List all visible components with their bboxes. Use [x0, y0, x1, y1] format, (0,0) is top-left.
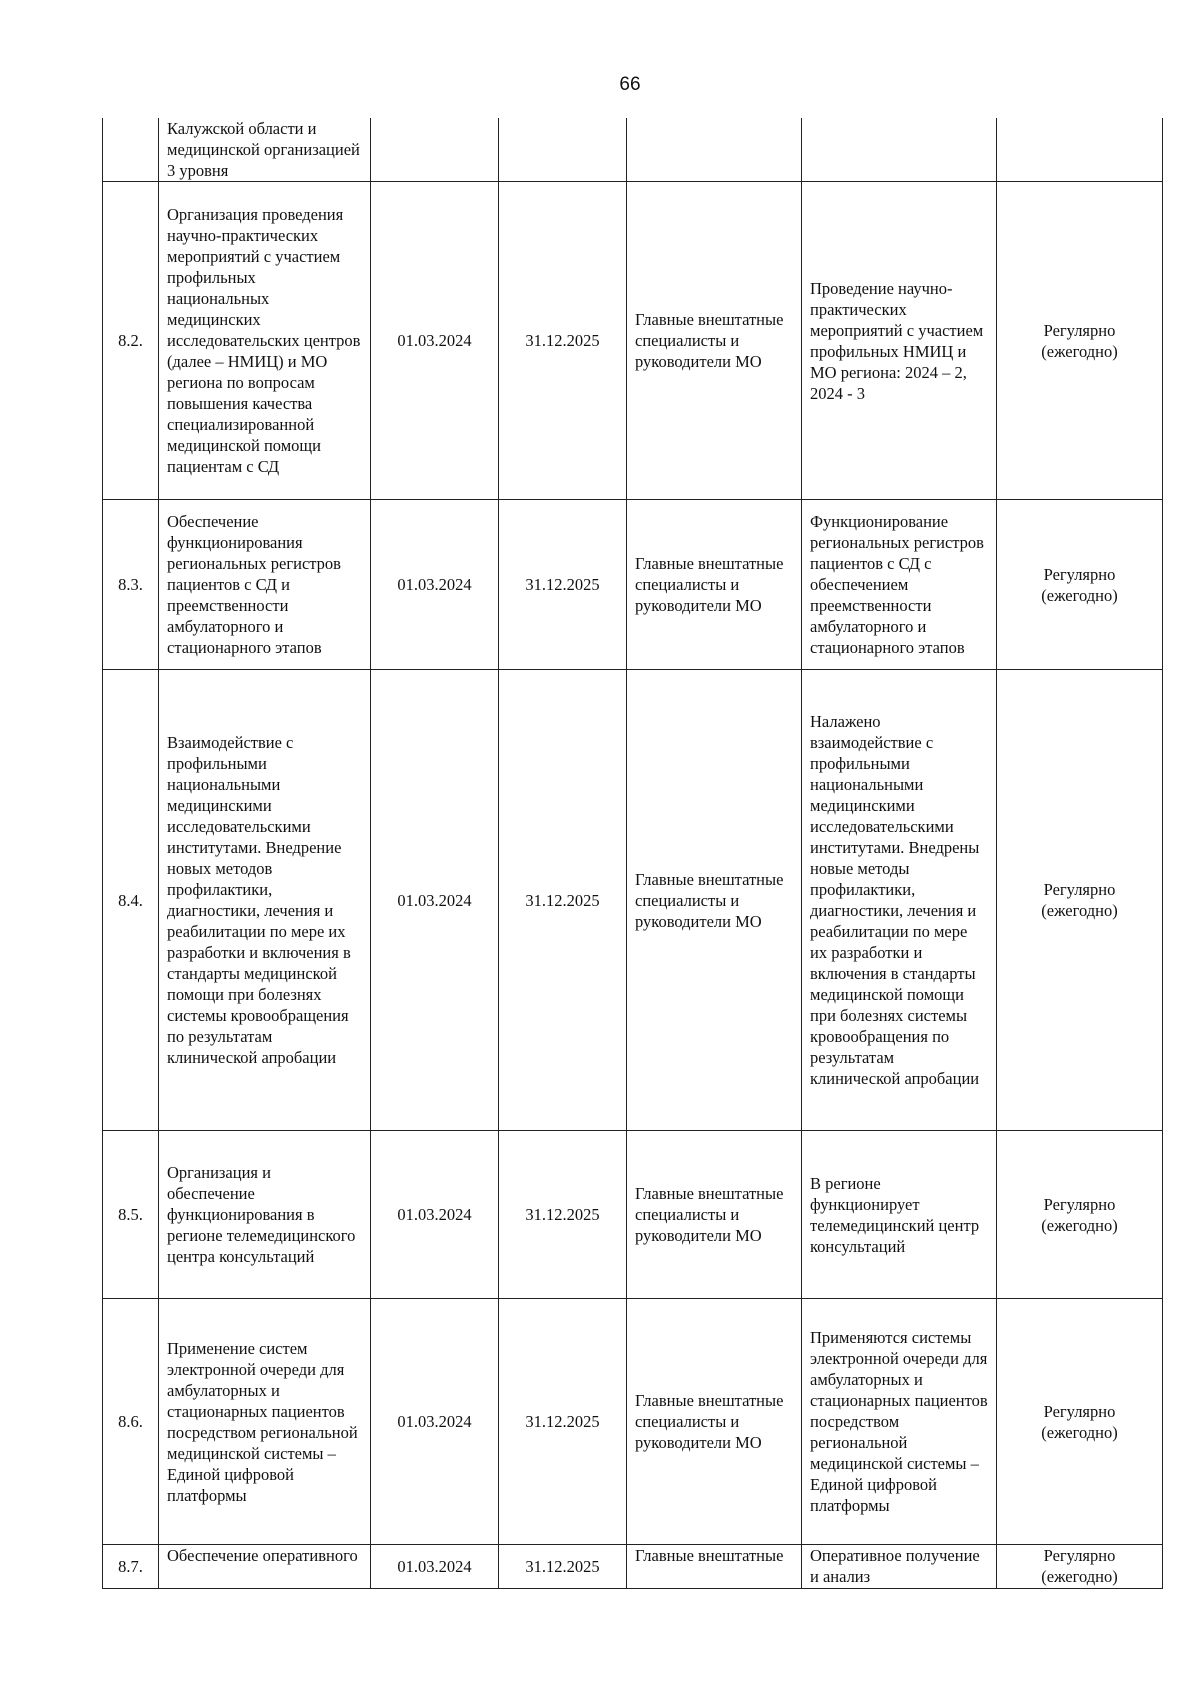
activity-name: Применение систем электронной очереди для амбулаторных и стационарных пациентов посредством региональной медицинской системы – Единой цифровой платформы: [159, 1299, 371, 1545]
responsible: Главные внештатные специалисты и руководители МО: [627, 182, 802, 500]
expected-result: Функционирование региональных регистров пациентов с СД с обеспечением преемственности амбулаторного и стационарного этапов: [802, 500, 997, 670]
responsible: Главные внештатные специалисты и руководители МО: [627, 670, 802, 1131]
expected-result: Применяются системы электронной очереди для амбулаторных и стационарных пациентов посредством региональной медицинской системы – Единой цифровой платформы: [802, 1299, 997, 1545]
frequency: Регулярно (ежегодно): [997, 500, 1163, 670]
activity-name: Обеспечение функционирования региональных регистров пациентов с СД и преемственности амбулаторного и стационарного этапов: [159, 500, 371, 670]
start-date: 01.03.2024: [371, 1299, 499, 1545]
row-number: [103, 118, 159, 182]
frequency: [997, 118, 1163, 182]
start-date: 01.03.2024: [371, 182, 499, 500]
row-number: 8.7.: [103, 1545, 159, 1589]
table-row: [103, 1131, 1163, 1299]
row-number: 8.4.: [103, 670, 159, 1131]
responsible: Главные внештатные специалисты и руководители МО: [627, 1299, 802, 1545]
row-number: 8.5.: [103, 1131, 159, 1299]
expected-result: [802, 118, 997, 182]
row-number: 8.2.: [103, 182, 159, 500]
activity-name: Обеспечение оперативного: [159, 1545, 371, 1589]
end-date: 31.12.2025: [499, 500, 627, 670]
responsible: Главные внештатные: [627, 1545, 802, 1589]
expected-result: Налажено взаимодействие с профильными национальными медицинскими исследовательскими институтами. Внедрены новые методы профилактики, диагностики, лечения и реабилитации по мере их разработки и включения в стандарты медицинской помощи при болезнях системы кровообращения по результатам клинической апробации: [802, 670, 997, 1131]
frequency: Регулярно (ежегодно): [997, 1299, 1163, 1545]
frequency: Регулярно (ежегодно): [997, 670, 1163, 1131]
table-row: [103, 1545, 1163, 1589]
end-date: 31.12.2025: [499, 670, 627, 1131]
table-row: [103, 670, 1163, 1131]
start-date: 01.03.2024: [371, 1131, 499, 1299]
row-number: 8.3.: [103, 500, 159, 670]
table-row: [103, 500, 1163, 670]
end-date: 31.12.2025: [499, 1131, 627, 1299]
page-number: 66: [619, 74, 641, 95]
expected-result: Оперативное получение и анализ: [802, 1545, 997, 1589]
end-date: 31.12.2025: [499, 1545, 627, 1589]
start-date: 01.03.2024: [371, 670, 499, 1131]
activity-name: Калужской области и медицинской организацией 3 уровня: [159, 118, 371, 182]
frequency: Регулярно (ежегодно): [997, 1545, 1163, 1589]
end-date: 31.12.2025: [499, 182, 627, 500]
activity-name: Организация и обеспечение функционирования в регионе телемедицинского центра консультаций: [159, 1131, 371, 1299]
end-date: 31.12.2025: [499, 1299, 627, 1545]
activity-name: Взаимодействие с профильными национальными медицинскими исследовательскими институтами. Внедрение новых методов профилактики, диагностики, лечения и реабилитации по мере их разработки и включения в стандарты медицинской помощи при болезнях системы кровообращения по результатам клинической апробации: [159, 670, 371, 1131]
frequency: Регулярно (ежегодно): [997, 1131, 1163, 1299]
action-plan-table: [102, 118, 1163, 1589]
frequency: Регулярно (ежегодно): [997, 182, 1163, 500]
activity-name: Организация проведения научно-практических мероприятий с участием профильных национальных медицинских исследовательских центров (далее – НМИЦ) и МО региона по вопросам повышения качества специализированной медицинской помощи пациентам с СД: [159, 182, 371, 500]
row-number: 8.6.: [103, 1299, 159, 1545]
table-row: [103, 118, 1163, 182]
expected-result: В регионе функционирует телемедицинский центр консультаций: [802, 1131, 997, 1299]
responsible: [627, 118, 802, 182]
expected-result: Проведение научно-практических мероприятий с участием профильных НМИЦ и МО региона: 2024 – 2, 2024 - 3: [802, 182, 997, 500]
table-row: [103, 1299, 1163, 1545]
responsible: Главные внештатные специалисты и руководители МО: [627, 1131, 802, 1299]
end-date: [499, 118, 627, 182]
start-date: 01.03.2024: [371, 1545, 499, 1589]
start-date: [371, 118, 499, 182]
start-date: 01.03.2024: [371, 500, 499, 670]
responsible: Главные внештатные специалисты и руководители МО: [627, 500, 802, 670]
table-row: [103, 182, 1163, 500]
